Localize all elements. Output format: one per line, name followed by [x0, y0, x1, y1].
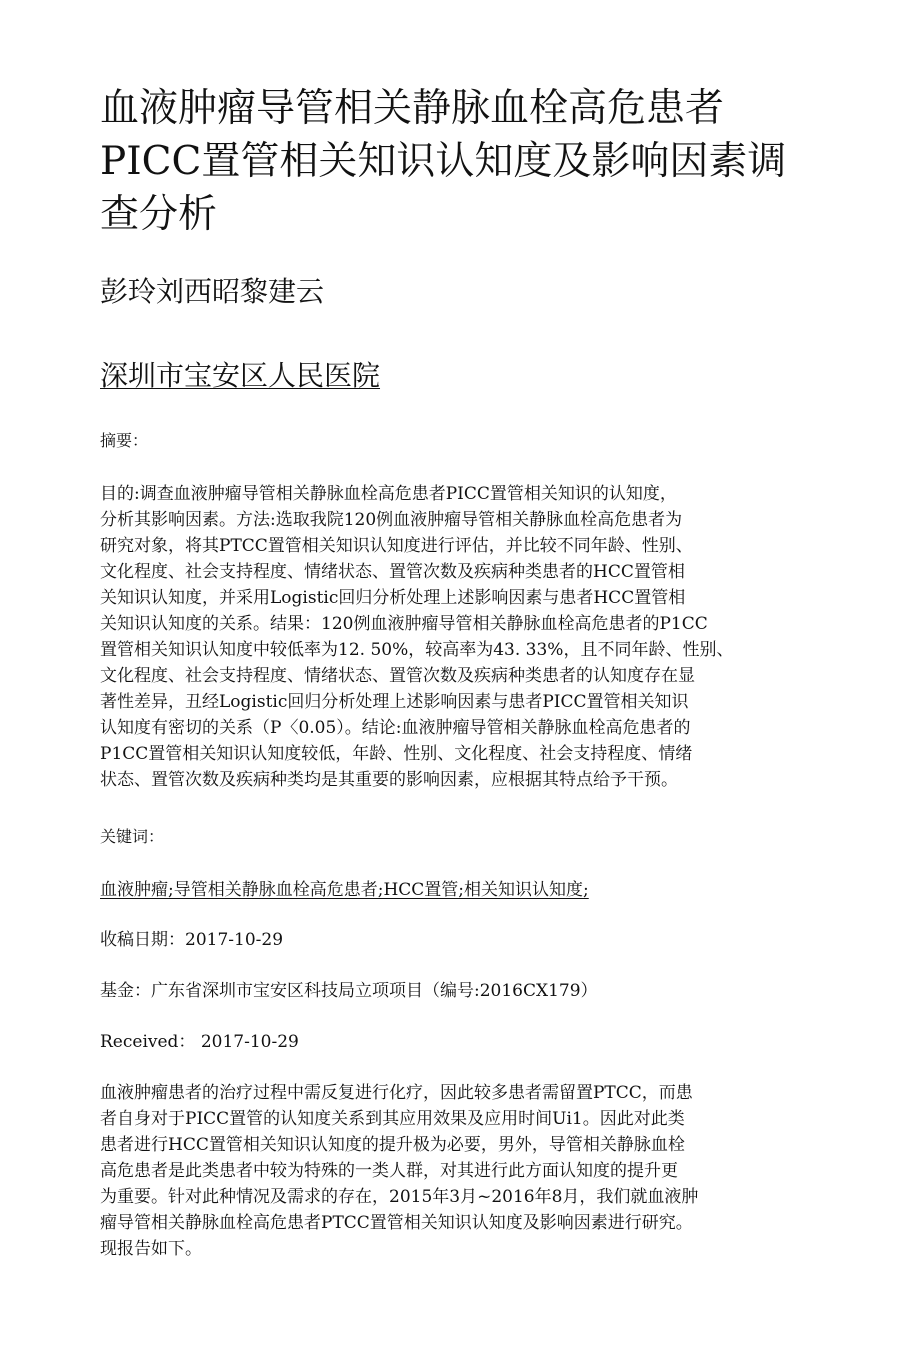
abstract-line: 认知度有密切的关系（P〈0.05）。结论:血液肿瘤导管相关静脉血栓高危患者的 [100, 718, 691, 738]
received-date-en: Received： 2017-10-29 [100, 1032, 299, 1052]
keywords-link[interactable]: 血液肿瘤;导管相关静脉血栓高危患者;HCC置管;相关知识认知度; [100, 880, 589, 900]
intro-line: 患者进行HCC置管相关知识认知度的提升极为必要，男外，导管相关静脉血栓 [100, 1135, 685, 1155]
intro-line: 瘤导管相关静脉血栓高危患者PTCC置管相关知识认知度及影响因素进行研究。 [100, 1213, 693, 1233]
abstract-line: 状态、置管次数及疾病种类均是其重要的影响因素，应根据其特点给予干预。 [100, 770, 678, 790]
abstract-label: 摘要： [100, 431, 149, 450]
abstract-line: 关知识认知度的关系。结果：120例血液肿瘤导管相关静脉血栓高危患者的P1CC [100, 614, 708, 634]
intro-line: 血液肿瘤患者的治疗过程中需反复进行化疗，因此较多患者需留置PTCC，而患 [100, 1083, 693, 1103]
intro-line: 高危患者是此类患者中较为特殊的一类人群，对其进行此方面认知度的提升更 [100, 1161, 678, 1181]
abstract-line: 研究对象，将其PTCC置管相关知识认知度进行评估，并比较不同年龄、性别、 [100, 536, 693, 556]
abstract-line: 目的:调查血液肿瘤导管相关静脉血栓高危患者PICC置管相关知识的认知度， [100, 484, 677, 504]
keywords-label: 关键词： [100, 827, 165, 846]
author-list: 彭玲刘西昭黎建云 [100, 275, 325, 308]
abstract-line: 著性差异，丑经Logistic回归分析处理上述影响因素与患者PICC置管相关知识 [100, 692, 689, 712]
title-line-2: PICC置管相关知识认知度及影响因素调 [100, 139, 787, 184]
paper-title [100, 82, 820, 241]
received-date: 收稿日期：2017-10-29 [100, 930, 284, 950]
abstract-body [100, 481, 820, 793]
abstract-line: 分析其影响因素。方法:选取我院120例血液肿瘤导管相关静脉血栓高危患者为 [100, 510, 683, 530]
intro-line: 现报告如下。 [100, 1239, 202, 1259]
abstract-line: 关知识认知度，并采用Logistic回归分析处理上述影响因素与患者HCC置管相 [100, 588, 686, 608]
abstract-line: 文化程度、社会支持程度、情绪状态、置管次数及疾病种类患者的认知度存在显 [100, 666, 695, 686]
title-line-1: 血液肿瘤导管相关静脉血栓高危患者 [100, 86, 725, 131]
abstract-line: 文化程度、社会支持程度、情绪状态、置管次数及疾病种类患者的HCC置管相 [100, 562, 685, 582]
fund-info: 基金：广东省深圳市宝安区科技局立项项目（编号:2016CX179） [100, 981, 598, 1001]
abstract-line: 置管相关知识认知度中较低率为12. 50%，较高率为43. 33%，且不同年龄、性别、 [100, 640, 734, 660]
abstract-line: P1CC置管相关知识认知度较低，年龄、性别、文化程度、社会支持程度、情绪 [100, 744, 693, 764]
affiliation-link[interactable]: 深圳市宝安区人民医院 [100, 359, 381, 392]
title-line-3: 查分析 [100, 192, 218, 237]
intro-line: 为重要。针对此种情况及需求的存在，2015年3月~2016年8月，我们就血液肿 [100, 1187, 699, 1207]
intro-body [100, 1080, 820, 1262]
intro-line: 者自身对于PICC置管的认知度关系到其应用效果及应用时间Ui1。因此对此类 [100, 1109, 685, 1129]
